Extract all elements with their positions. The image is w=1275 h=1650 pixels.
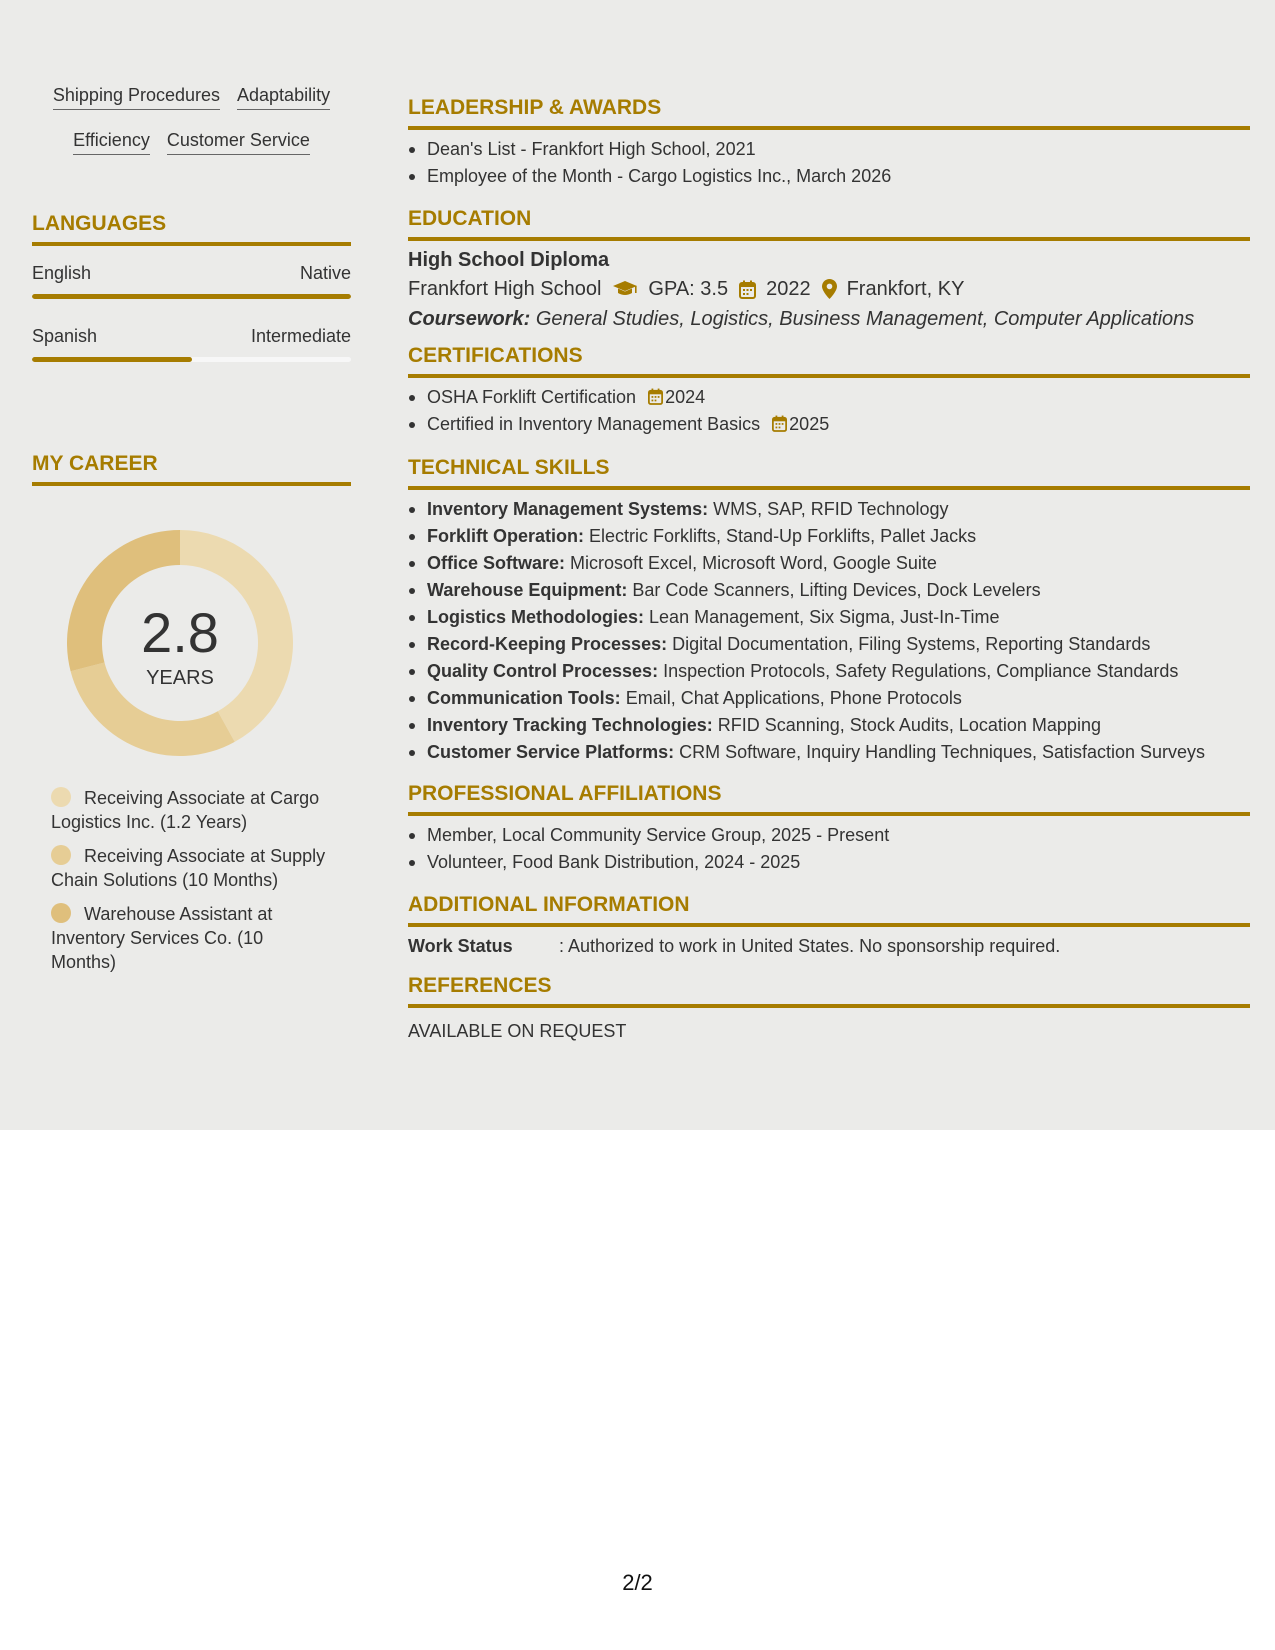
info-value: : Authorized to work in United States. No sponsorship required. — [559, 936, 1061, 956]
list-item — [408, 577, 1250, 604]
legend-label: Receiving Associate at Cargo Logistics Inc. (1.2 Years) — [51, 788, 320, 832]
section-title: REFERENCES — [408, 974, 552, 997]
section-divider — [408, 923, 1250, 927]
certifications-section — [408, 342, 1250, 438]
language-item — [32, 325, 351, 362]
list-item — [408, 550, 1250, 577]
skill-value: Lean Management, Six Sigma, Just-In-Time — [649, 607, 1000, 627]
skill-tag: Efficiency — [73, 129, 150, 155]
legend-dot — [51, 787, 71, 807]
section-title: ADDITIONAL INFORMATION — [408, 893, 690, 916]
coursework-label: Coursework: — [408, 308, 531, 330]
info-row — [408, 933, 1250, 959]
skill-label: Logistics Methodologies: — [427, 607, 645, 627]
legend-label: Warehouse Assistant at Inventory Services Co. (10 Months) — [51, 904, 273, 972]
list-item: Member, Local Community Service Group, 2025 - Present — [408, 822, 1250, 849]
additional-info-section — [408, 891, 1250, 959]
skill-value: Email, Chat Applications, Phone Protocols — [625, 688, 962, 708]
legend-label: Receiving Associate at Supply Chain Solutions (10 Months) — [51, 846, 326, 890]
list-item — [408, 384, 1250, 411]
education-degree: High School Diploma — [408, 249, 610, 271]
section-divider — [408, 486, 1250, 490]
skill-value: CRM Software, Inquiry Handling Techniques, Satisfaction Surveys — [679, 742, 1206, 762]
skill-value: Microsoft Excel, Microsoft Word, Google Suite — [570, 553, 937, 573]
career-total-value: 2.8 — [141, 601, 219, 664]
legend-dot — [51, 845, 71, 865]
skill-label: Inventory Tracking Technologies: — [427, 715, 713, 735]
section-title: LANGUAGES — [32, 212, 167, 235]
list-item — [408, 658, 1250, 685]
skill-value: Bar Code Scanners, Lifting Devices, Dock Levelers — [632, 580, 1041, 600]
education-coursework — [408, 304, 1250, 334]
skills-tags — [32, 84, 351, 174]
legend-dot — [51, 903, 71, 923]
certification-year: 2025 — [789, 414, 830, 434]
skill-label: Inventory Management Systems: — [427, 499, 709, 519]
list-item: Volunteer, Food Bank Distribution, 2024 - 2025 — [408, 849, 1250, 876]
list-item — [408, 739, 1250, 766]
education-gpa: GPA: 3.5 — [648, 278, 729, 300]
section-divider — [32, 482, 351, 486]
section-title: TECHNICAL SKILLS — [408, 456, 610, 479]
career-legend-item — [51, 786, 331, 834]
career-section — [32, 450, 351, 972]
skill-value: Electric Forklifts, Stand-Up Forklifts, Pallet Jacks — [589, 526, 977, 546]
skill-label: Quality Control Processes: — [427, 661, 659, 681]
certifications-list — [408, 384, 1250, 438]
education-school: Frankfort High School — [408, 278, 602, 300]
list-item: Employee of the Month - Cargo Logistics Inc., March 2026 — [408, 163, 1250, 190]
skill-label: Office Software: — [427, 553, 566, 573]
list-item — [408, 523, 1250, 550]
technical-skills-section — [408, 454, 1250, 766]
education-year: 2022 — [766, 278, 811, 300]
section-divider — [408, 237, 1250, 241]
skill-tag: Shipping Procedures — [53, 84, 220, 110]
info-key: Work Status — [408, 936, 513, 956]
section-divider — [408, 374, 1250, 378]
skill-value: Inspection Protocols, Safety Regulations, Compliance Standards — [663, 661, 1179, 681]
language-bar-fill — [32, 294, 351, 299]
career-donut-chart — [67, 530, 293, 756]
certification-name: OSHA Forklift Certification — [427, 387, 637, 407]
career-legend-item — [51, 844, 331, 892]
list-item — [408, 631, 1250, 658]
section-divider — [408, 1004, 1250, 1008]
location-pin-icon — [822, 279, 837, 299]
section-divider — [408, 812, 1250, 816]
technical-skills-list — [408, 496, 1250, 766]
skill-value: Digital Documentation, Filing Systems, Reporting Standards — [672, 634, 1151, 654]
language-name: Spanish — [32, 326, 98, 346]
references-text: AVAILABLE ON REQUEST — [408, 1021, 627, 1041]
language-bar-fill — [32, 357, 192, 362]
skill-label: Record-Keeping Processes: — [427, 634, 668, 654]
language-bar — [32, 357, 351, 362]
certification-year: 2024 — [665, 387, 706, 407]
section-title: EDUCATION — [408, 207, 532, 230]
references-section — [408, 972, 1250, 1044]
education-section — [408, 205, 1250, 334]
skill-value: RFID Scanning, Stock Audits, Location Mapping — [717, 715, 1101, 735]
skill-label: Forklift Operation: — [427, 526, 584, 546]
skills-tag-row — [32, 84, 351, 110]
page-number: 2/2 — [622, 1570, 653, 1595]
languages-section — [32, 210, 351, 362]
section-title: LEADERSHIP & AWARDS — [408, 96, 662, 119]
skills-tag-row — [32, 129, 351, 155]
calendar-icon — [772, 415, 787, 432]
career-legend-item — [51, 902, 331, 974]
leadership-section — [408, 94, 1250, 190]
language-name: English — [32, 263, 92, 283]
coursework-text: General Studies, Logistics, Business Management, Computer Applications — [535, 308, 1195, 330]
leadership-list — [408, 136, 1250, 190]
skill-label: Communication Tools: — [427, 688, 621, 708]
affiliations-list — [408, 822, 1250, 876]
skill-label: Customer Service Platforms: — [427, 742, 675, 762]
section-title: PROFESSIONAL AFFILIATIONS — [408, 782, 722, 805]
calendar-icon — [739, 280, 756, 299]
list-item — [408, 712, 1250, 739]
calendar-icon — [648, 388, 663, 405]
graduation-cap-icon — [612, 280, 638, 298]
career-legend — [51, 786, 331, 984]
skill-value: WMS, SAP, RFID Technology — [713, 499, 949, 519]
section-title: MY CAREER — [32, 452, 158, 475]
language-level: Native — [299, 263, 351, 283]
skill-label: Warehouse Equipment: — [427, 580, 628, 600]
language-level: Intermediate — [250, 326, 351, 346]
section-divider — [32, 242, 351, 246]
section-title: CERTIFICATIONS — [408, 344, 583, 367]
education-details — [408, 274, 1250, 304]
list-item — [408, 496, 1250, 523]
affiliations-section — [408, 780, 1250, 876]
certification-name: Certified in Inventory Management Basics — [427, 414, 761, 434]
language-bar — [32, 294, 351, 299]
language-item — [32, 262, 351, 299]
skill-tag: Adaptability — [237, 84, 330, 110]
section-divider — [408, 126, 1250, 130]
education-location: Frankfort, KY — [846, 278, 965, 300]
list-item — [408, 411, 1250, 438]
list-item — [408, 685, 1250, 712]
list-item: Dean's List - Frankfort High School, 2021 — [408, 136, 1250, 163]
skill-tag: Customer Service — [167, 129, 310, 155]
career-total-unit: YEARS — [146, 667, 214, 689]
list-item — [408, 604, 1250, 631]
